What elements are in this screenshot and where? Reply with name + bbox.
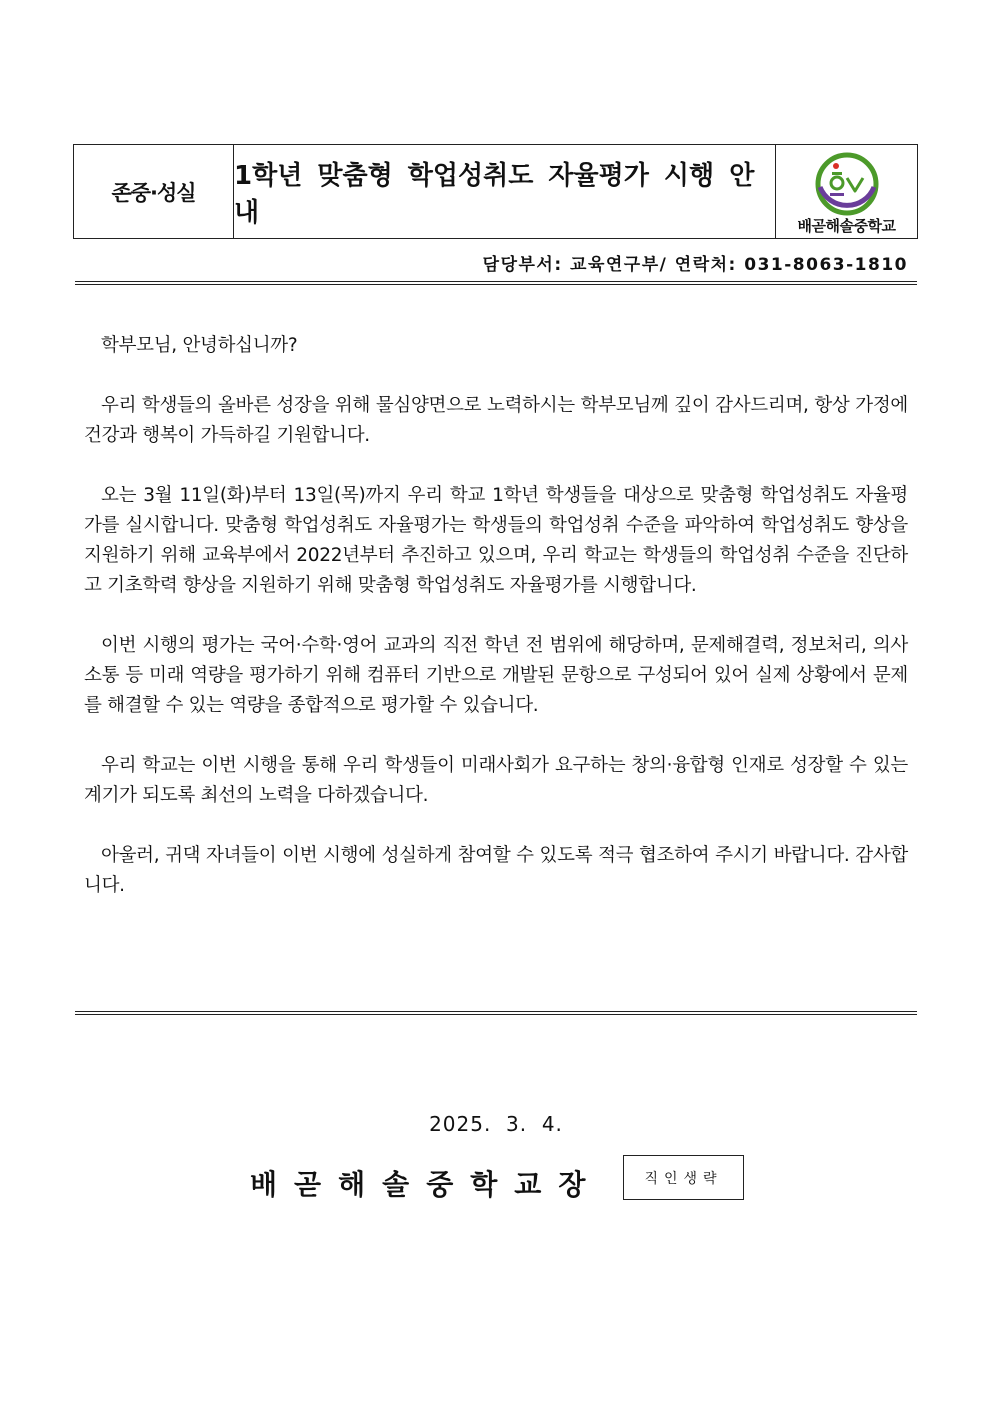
commitment-paragraph: 우리 학교는 이번 시행을 통해 우리 학생들이 미래사회가 요구하는 창의·융합형 인재로 성장할 수 있는 계기가 되도록 최선의 노력을 다하겠습니다. (84, 755, 908, 806)
seal-omitted-box: 직인생략 (623, 1155, 744, 1200)
scope-paragraph: 이번 시행의 평가는 국어·수학·영어 교과의 직전 학년 전 범위에 해당하며, 문제해결력, 정보처리, 의사소통 등 미래 역량을 평가하기 위해 컴퓨터 기반으로 개발된 문항으로 구성되어 있어 실제 상황에서 문제를 해결할 수 있는 역량을 종합적으로 평가할 수 있습니다. (84, 635, 908, 716)
letter-body (84, 331, 908, 931)
school-logo-name: 배곧해솔중학교 (797, 217, 896, 235)
footer-divider (75, 1011, 917, 1015)
contact-info: 담당부서: 교육연구부/ 연락처: 031-8063-1810 (482, 255, 908, 275)
schedule-paragraph: 오는 3월 11일(화)부터 13일(목)까지 우리 학교 1학년 학생들을 대상으로 맞춤형 학업성취도 자율평가를 실시합니다. 맞춤형 학업성취도 자율평가는 학생들의 학업성취 수준을 파악하여 학업성취도 향상을 지원하기 위해 교육부에서 2022년부터 추진하고 있으며, 우리 학교는 학생들의 학업성취 수준을 진단하고 기초학력 향상을 지원하기 위해 맞춤형 학업성취도 자율평가를 시행합니다. (84, 485, 908, 596)
thanks-paragraph: 우리 학생들의 올바른 성장을 위해 물심양면으로 노력하시는 학부모님께 깊이 감사드리며, 항상 가정에 건강과 행복이 가득하길 기원합니다. (84, 395, 908, 446)
document-header (73, 144, 918, 239)
school-logo-icon (814, 151, 880, 217)
school-motto: 존중·성실 (74, 145, 234, 238)
principal-signature: 배곧해솔중학교장 (250, 1168, 603, 1201)
header-divider (75, 281, 917, 285)
document-title: 1학년 맞춤형 학업성취도 자율평가 시행 안내 (234, 145, 776, 238)
greeting-paragraph: 학부모님, 안녕하십니까? (101, 335, 298, 356)
school-logo (776, 145, 917, 238)
issue-date: 2025. 3. 4. (429, 1112, 563, 1136)
request-paragraph: 아울러, 귀댁 자녀들이 이번 시행에 성실하게 참여할 수 있도록 적극 협조하여 주시기 바랍니다. 감사합니다. (84, 845, 908, 896)
